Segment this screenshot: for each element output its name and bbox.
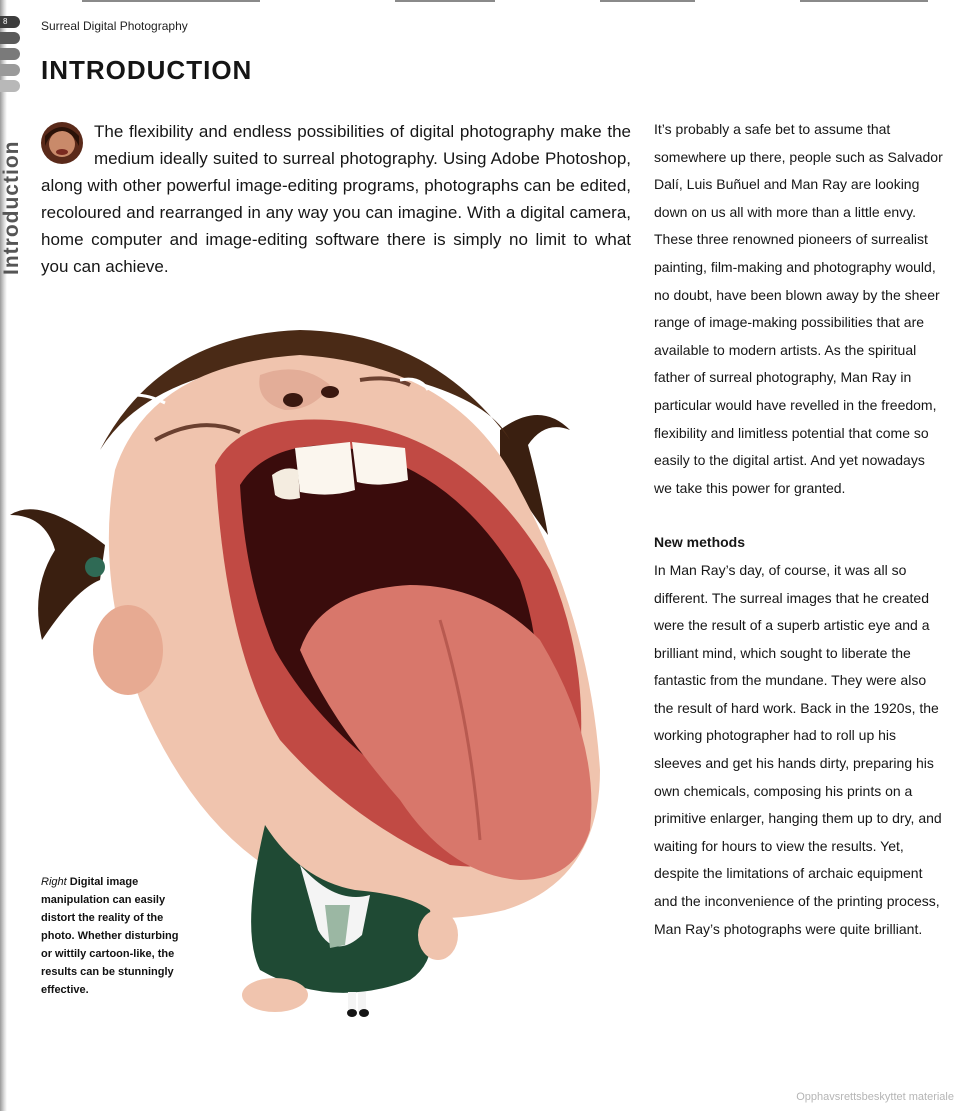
top-rule bbox=[395, 0, 495, 2]
side-tab-label: Introduction bbox=[0, 140, 23, 275]
page-number: 8 bbox=[3, 17, 8, 26]
chapter-tab bbox=[0, 32, 20, 44]
ear bbox=[93, 605, 163, 695]
copyright-watermark: Opphavsrettsbeskyttet materiale bbox=[796, 1091, 954, 1103]
chapter-tab bbox=[0, 64, 20, 76]
image-caption bbox=[41, 873, 181, 999]
top-rule bbox=[82, 0, 260, 2]
body-paragraph: In Man Ray’s day, of course, it was all so different. The surreal images that he created were the result of a superb artistic eye and a brilliant mind, which sought to liberate the fantastic from the mundane. They were also the result of hard work. Back in the 1920s, the working photographer had to roll up his sleeves and get his hands dirty, preparing his own chemicals, composing his prints on a primitive enlarger, hanging them up to dry, and waiting for hours to view the results. Yet, despite the limitations of archaic equipment and the inconvenience of the printing process, Man Ray’s photographs were quite brilliant. bbox=[654, 561, 942, 937]
lead-text: The flexibility and endless possibilities of digital photography make the medium ideally suited to surreal photography. Using Adobe Photoshop, along with other powerful image-editing programs, photographs can be edited, recoloured and rearranged in any way you can imagine. With a digital camera, home computer and image-editing software there is simply no limit to what you can achieve. bbox=[41, 122, 631, 276]
body-column bbox=[654, 116, 944, 943]
lead-paragraph bbox=[41, 118, 631, 280]
caption-position: Right bbox=[41, 876, 67, 888]
top-rule bbox=[800, 0, 928, 2]
chapter-tab-current bbox=[0, 16, 20, 28]
running-head: Surreal Digital Photography bbox=[41, 19, 188, 33]
chapter-tab bbox=[0, 80, 20, 92]
caption-text: Digital image manipulation can easily distort the reality of the photo. Whether disturbing or wittily cartoon-like, the results can be stunningly effective. bbox=[41, 876, 179, 996]
pigtail-left bbox=[10, 509, 105, 640]
body-paragraph: It’s probably a safe bet to assume that somewhere up there, people such as Salvador Dalí, Luis Buñuel and Man Ray are looking down on us all with more than a little envy. These three renowned pioneers of surrealist painting, film-making and photography would, no doubt, have been blown away by the sheer range of image-making possibilities that are available to modern artists. As the spiritual father of surreal photography, Man Ray in particular would have revelled in the freedom, flexibility and limitless potential that come so easily to the digital artist. And yet nowadays we take this power for granted. bbox=[654, 121, 943, 496]
author-photo bbox=[41, 122, 83, 164]
page-title: INTRODUCTION bbox=[41, 55, 253, 85]
subheading: New methods bbox=[654, 534, 746, 551]
chapter-tabs bbox=[0, 16, 20, 96]
chapter-tab bbox=[0, 48, 20, 60]
top-rule bbox=[600, 0, 695, 2]
